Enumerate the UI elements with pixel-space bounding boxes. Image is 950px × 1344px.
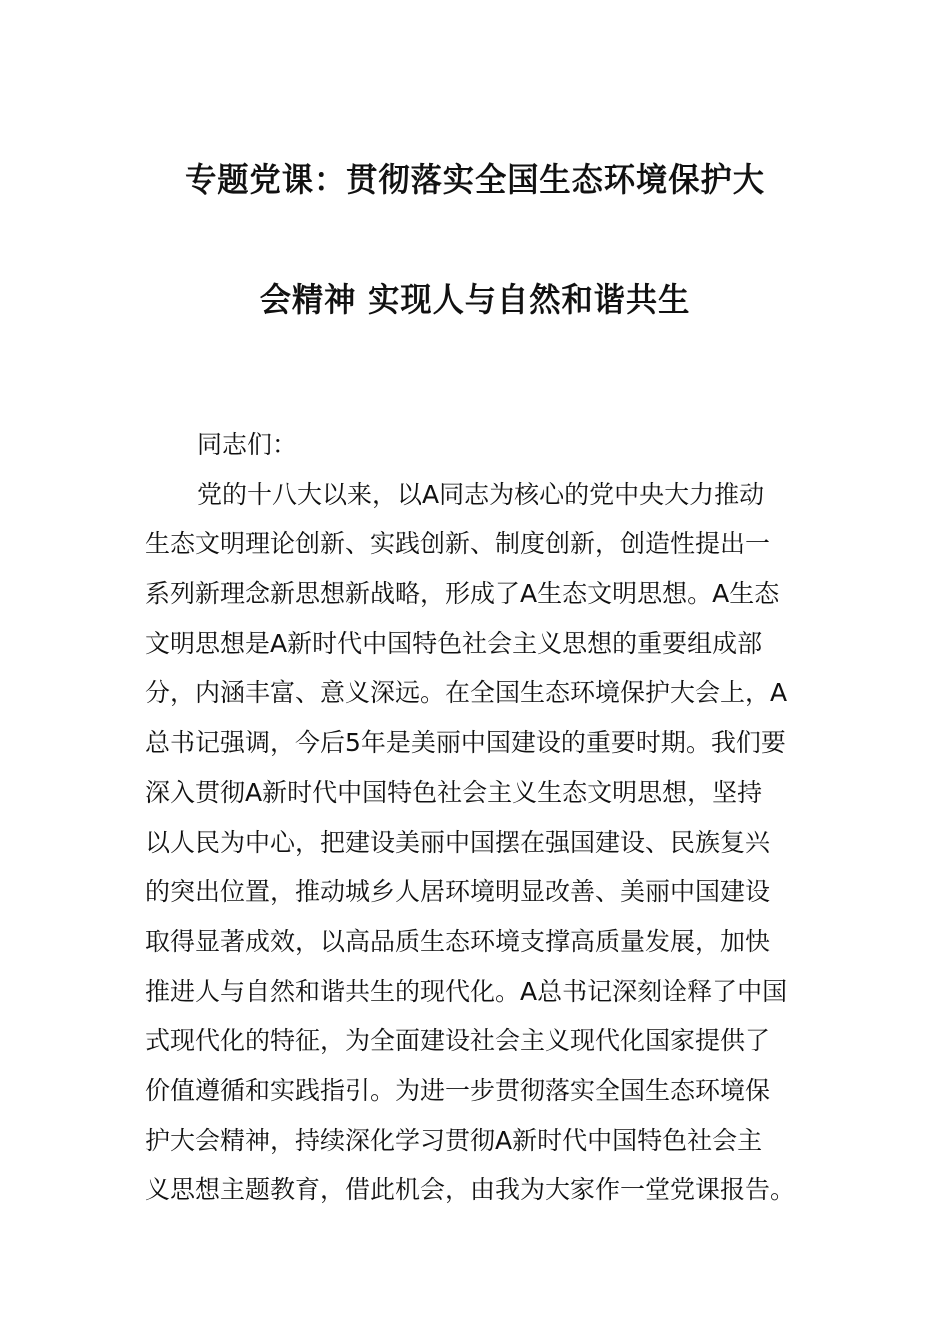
paragraph-line: 推进人与自然和谐共生的现代化。A总书记深刻诠释了中国 — [145, 976, 788, 1006]
paragraph-line: 深入贯彻A新时代中国特色社会主义生态文明思想，坚持 — [145, 777, 763, 807]
document-title-line-2: 会精神 实现人与自然和谐共生 — [259, 280, 691, 319]
salutation: 同志们： — [197, 430, 298, 459]
paragraph-line: 的突出位置，推动城乡人居环境明显改善、美丽中国建设 — [145, 877, 771, 907]
paragraph-line: 党的十八大以来，以A同志为核心的党中央大力推动 — [197, 479, 765, 509]
paragraph-line: 分，内涵丰富、意义深远。在全国生态环境保护大会上，A — [145, 678, 788, 708]
paragraph-line: 生态文明理论创新、实践创新、制度创新，创造性提出一 — [145, 529, 771, 559]
paragraph-line: 价值遵循和实践指引。为进一步贯彻落实全国生态环境保 — [145, 1075, 771, 1105]
paragraph-line: 护大会精神，持续深化学习贯彻A新时代中国特色社会主 — [145, 1125, 763, 1155]
paragraph-line: 总书记强调，今后5年是美丽中国建设的重要时期。我们要 — [145, 728, 786, 758]
paragraph-line: 取得显著成效，以高品质生态环境支撑高质量发展，加快 — [145, 926, 771, 956]
paragraph-line: 式现代化的特征，为全面建设社会主义现代化国家提供了 — [145, 1026, 771, 1056]
paragraph-line: 文明思想是A新时代中国特色社会主义思想的重要组成部 — [145, 628, 763, 658]
document-body — [145, 420, 810, 1215]
paragraph-line: 以人民为中心，把建设美丽中国摆在强国建设、民族复兴 — [145, 827, 771, 857]
paragraph-line: 义思想主题教育，借此机会，由我为大家作一堂党课报告。 — [145, 1175, 796, 1205]
paragraph-line: 系列新理念新思想新战略，形成了A生态文明思想。A生态 — [145, 579, 780, 609]
document-title-line-1: 专题党课：贯彻落实全国生态环境保护大 — [185, 160, 765, 199]
